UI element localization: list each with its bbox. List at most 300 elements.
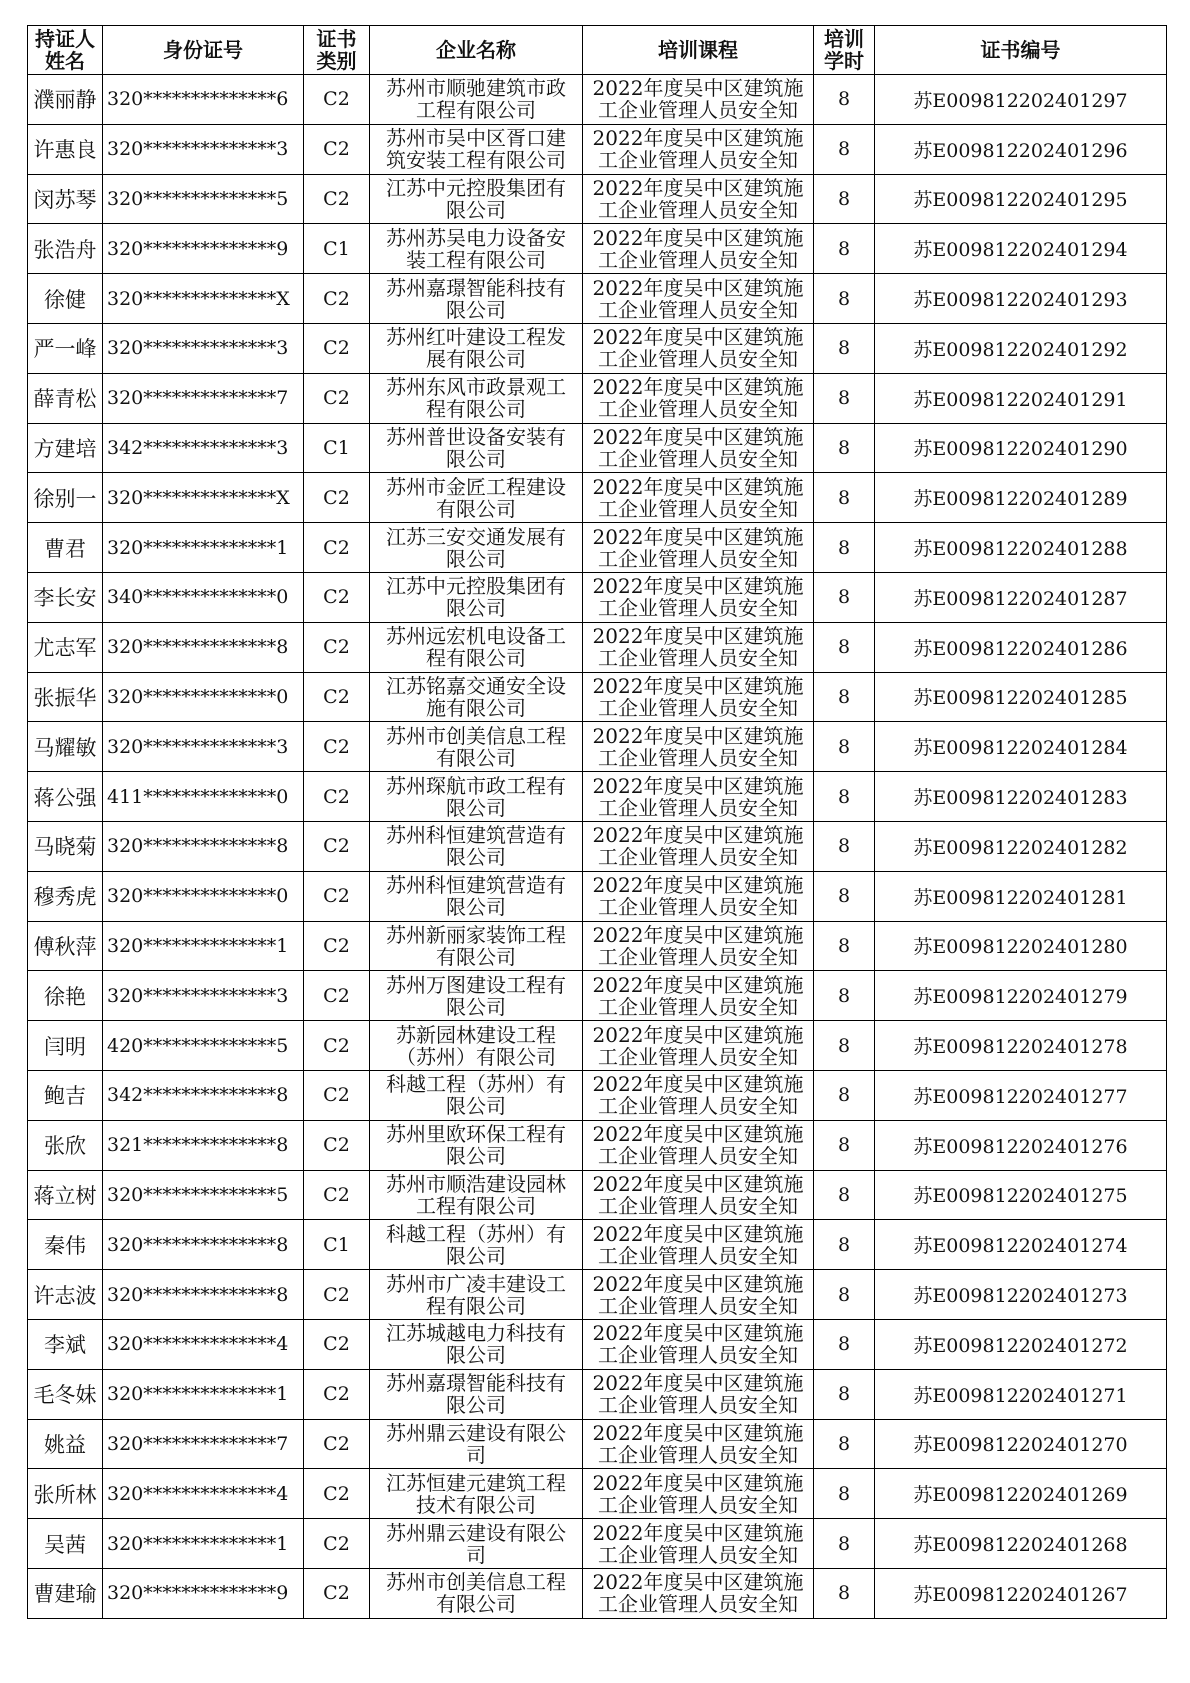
cert-number-cell: 苏E009812202401285 (875, 672, 1167, 722)
hours-cell: 8 (814, 1519, 875, 1569)
cert-type-cell: C2 (304, 523, 370, 573)
company-cell-line: 程有限公司 (426, 1294, 526, 1317)
cert-number-cell: 苏E009812202401271 (875, 1369, 1167, 1419)
holder-name-cell: 毛冬妹 (28, 1369, 103, 1419)
hours-cell: 8 (814, 722, 875, 772)
id-number-cell: 320**************1 (103, 1519, 304, 1569)
hours-cell: 8 (814, 871, 875, 921)
header-company (370, 26, 583, 75)
company-cell-line: 限公司 (446, 896, 506, 919)
hours-cell: 8 (814, 174, 875, 224)
table-row (28, 871, 1167, 921)
cert-number-cell: 苏E009812202401297 (875, 75, 1167, 125)
course-cell-line: 工企业管理人员安全知 (598, 497, 798, 520)
course-cell (583, 1270, 814, 1320)
company-cell (370, 274, 583, 324)
course-cell-line: 工企业管理人员安全知 (598, 1543, 798, 1566)
hours-cell: 8 (814, 1021, 875, 1071)
course-cell (583, 1369, 814, 1419)
header-cert-number (875, 26, 1167, 75)
course-cell (583, 1519, 814, 1569)
table-row (28, 1419, 1167, 1469)
course-cell-line: 2022年度吴中区建筑施 (592, 1073, 804, 1096)
table-row (28, 1170, 1167, 1220)
course-cell (583, 622, 814, 672)
cert-type-cell: C2 (304, 722, 370, 772)
course-cell-line: 2022年度吴中区建筑施 (592, 1521, 804, 1544)
holder-name-cell: 尤志军 (28, 622, 103, 672)
course-cell-line: 2022年度吴中区建筑施 (592, 1571, 804, 1594)
course-cell-line: 2022年度吴中区建筑施 (592, 176, 804, 199)
company-cell-line: 有限公司 (436, 1593, 516, 1616)
course-cell (583, 1220, 814, 1270)
course-cell (583, 772, 814, 822)
company-cell-line: 苏州万图建设工程有 (386, 973, 566, 996)
header-label: 培训 (824, 27, 864, 51)
course-cell-line: 工企业管理人员安全知 (598, 846, 798, 869)
cert-type-cell: C2 (304, 1270, 370, 1320)
company-cell (370, 124, 583, 174)
hours-cell: 8 (814, 75, 875, 125)
company-cell (370, 423, 583, 473)
course-cell (583, 722, 814, 772)
id-number-cell: 320**************8 (103, 622, 304, 672)
cert-type-cell: C2 (304, 373, 370, 423)
course-cell-line: 工企业管理人员安全知 (598, 99, 798, 122)
company-cell-line: 苏州鼎云建设有限公 (386, 1521, 566, 1544)
table-row (28, 1021, 1167, 1071)
cert-number-cell: 苏E009812202401283 (875, 772, 1167, 822)
header-label: 持证人 (35, 27, 95, 51)
company-cell (370, 622, 583, 672)
hours-cell: 8 (814, 1170, 875, 1220)
course-cell (583, 323, 814, 373)
course-cell-line: 工企业管理人员安全知 (598, 1493, 798, 1516)
course-cell-line: 工企业管理人员安全知 (598, 1244, 798, 1267)
id-number-cell: 320**************1 (103, 1369, 304, 1419)
course-cell-line: 2022年度吴中区建筑施 (592, 276, 804, 299)
hours-cell: 8 (814, 821, 875, 871)
holder-name-cell: 许志波 (28, 1270, 103, 1320)
cert-type-cell: C2 (304, 772, 370, 822)
company-cell (370, 672, 583, 722)
holder-name-cell: 许惠良 (28, 124, 103, 174)
hours-cell: 8 (814, 971, 875, 1021)
course-cell-line: 2022年度吴中区建筑施 (592, 326, 804, 349)
company-cell-line: 苏州市创美信息工程 (386, 1571, 566, 1594)
hours-cell: 8 (814, 124, 875, 174)
cert-type-cell: C2 (304, 124, 370, 174)
header-label: 姓名 (45, 49, 85, 73)
hours-cell: 8 (814, 373, 875, 423)
header-label: 学时 (824, 49, 864, 73)
hours-cell: 8 (814, 672, 875, 722)
company-cell-line: 苏州新丽家装饰工程 (386, 923, 566, 946)
id-number-cell: 320**************4 (103, 1469, 304, 1519)
course-cell-line: 工企业管理人员安全知 (598, 1194, 798, 1217)
course-cell (583, 274, 814, 324)
company-cell-line: 限公司 (446, 1145, 506, 1168)
company-cell (370, 1519, 583, 1569)
company-cell-line: 江苏中元控股集团有 (386, 575, 566, 598)
course-cell-line: 2022年度吴中区建筑施 (592, 77, 804, 100)
company-cell (370, 1568, 583, 1618)
table-row (28, 821, 1167, 871)
company-cell-line: 司 (466, 1543, 486, 1566)
holder-name-cell: 穆秀虎 (28, 871, 103, 921)
company-cell-line: 苏州苏吴电力设备安 (386, 226, 566, 249)
company-cell (370, 224, 583, 274)
cert-type-cell: C2 (304, 1568, 370, 1618)
id-number-cell: 320**************4 (103, 1319, 304, 1369)
holder-name-cell: 曹建瑜 (28, 1568, 103, 1618)
cert-number-cell: 苏E009812202401280 (875, 921, 1167, 971)
cert-number-cell: 苏E009812202401267 (875, 1568, 1167, 1618)
hours-cell: 8 (814, 1120, 875, 1170)
table-row (28, 971, 1167, 1021)
course-cell-line: 工企业管理人员安全知 (598, 447, 798, 470)
header-course (583, 26, 814, 75)
company-cell (370, 572, 583, 622)
id-number-cell: 411**************0 (103, 772, 304, 822)
holder-name-cell: 姚益 (28, 1419, 103, 1469)
holder-name-cell: 曹君 (28, 523, 103, 573)
hours-cell: 8 (814, 572, 875, 622)
table-row (28, 1070, 1167, 1120)
cert-number-cell: 苏E009812202401270 (875, 1419, 1167, 1469)
cert-type-cell: C2 (304, 1070, 370, 1120)
course-cell (583, 1469, 814, 1519)
company-cell (370, 1170, 583, 1220)
cert-type-cell: C2 (304, 1369, 370, 1419)
table-row (28, 1568, 1167, 1618)
cert-type-cell: C2 (304, 1170, 370, 1220)
cert-number-cell: 苏E009812202401273 (875, 1270, 1167, 1320)
holder-name-cell: 蒋公强 (28, 772, 103, 822)
company-cell (370, 1419, 583, 1469)
company-cell-line: 苏州市创美信息工程 (386, 724, 566, 747)
course-cell-line: 2022年度吴中区建筑施 (592, 1222, 804, 1245)
course-cell-line: 工企业管理人员安全知 (598, 1294, 798, 1317)
id-number-cell: 320**************6 (103, 75, 304, 125)
table-row (28, 1519, 1167, 1569)
cert-number-cell: 苏E009812202401295 (875, 174, 1167, 224)
company-cell (370, 473, 583, 523)
table-row (28, 523, 1167, 573)
course-cell (583, 1070, 814, 1120)
cert-number-cell: 苏E009812202401279 (875, 971, 1167, 1021)
id-number-cell: 320**************7 (103, 373, 304, 423)
course-cell (583, 224, 814, 274)
company-cell-line: 苏州嘉璟智能科技有 (386, 276, 566, 299)
course-cell-line: 工企业管理人员安全知 (598, 1145, 798, 1168)
course-cell (583, 871, 814, 921)
company-cell (370, 722, 583, 772)
company-cell (370, 821, 583, 871)
course-cell-line: 工企业管理人员安全知 (598, 1443, 798, 1466)
course-cell-line: 2022年度吴中区建筑施 (592, 973, 804, 996)
table-row (28, 323, 1167, 373)
company-cell-line: 苏新园林建设工程 (396, 1023, 556, 1046)
table-row (28, 274, 1167, 324)
holder-name-cell: 傅秋萍 (28, 921, 103, 971)
table-row (28, 572, 1167, 622)
company-cell-line: 有限公司 (436, 497, 516, 520)
company-cell-line: 苏州里欧环保工程有 (386, 1123, 566, 1146)
cert-number-cell: 苏E009812202401288 (875, 523, 1167, 573)
table-row (28, 75, 1167, 125)
table-row (28, 373, 1167, 423)
header-label: 类别 (316, 49, 357, 73)
company-cell (370, 971, 583, 1021)
cert-number-cell: 苏E009812202401268 (875, 1519, 1167, 1569)
company-cell-line: 苏州科恒建筑营造有 (386, 824, 566, 847)
cert-type-cell: C2 (304, 1519, 370, 1569)
course-cell-line: 2022年度吴中区建筑施 (592, 1421, 804, 1444)
company-cell-line: 程有限公司 (426, 647, 526, 670)
hours-cell: 8 (814, 1419, 875, 1469)
holder-name-cell: 吴茜 (28, 1519, 103, 1569)
hours-cell: 8 (814, 1469, 875, 1519)
course-cell-line: 工企业管理人员安全知 (598, 746, 798, 769)
cert-number-cell: 苏E009812202401284 (875, 722, 1167, 772)
course-cell-line: 2022年度吴中区建筑施 (592, 923, 804, 946)
course-cell (583, 1170, 814, 1220)
cert-type-cell: C2 (304, 473, 370, 523)
company-cell (370, 1469, 583, 1519)
course-cell-line: 工企业管理人员安全知 (598, 995, 798, 1018)
company-cell-line: 苏州市顺浩建设园林 (386, 1172, 566, 1195)
company-cell-line: 限公司 (446, 1394, 506, 1417)
course-cell-line: 2022年度吴中区建筑施 (592, 1471, 804, 1494)
id-number-cell: 320**************1 (103, 523, 304, 573)
company-cell-line: 苏州嘉璟智能科技有 (386, 1372, 566, 1395)
cert-number-cell: 苏E009812202401281 (875, 871, 1167, 921)
company-cell (370, 871, 583, 921)
id-number-cell: 320**************1 (103, 921, 304, 971)
company-cell (370, 323, 583, 373)
course-cell-line: 工企业管理人员安全知 (598, 896, 798, 919)
course-cell (583, 1419, 814, 1469)
header-label: 企业名称 (436, 38, 516, 62)
cert-number-cell: 苏E009812202401274 (875, 1220, 1167, 1270)
company-cell-line: 限公司 (446, 846, 506, 869)
course-cell (583, 1021, 814, 1071)
hours-cell: 8 (814, 1568, 875, 1618)
cert-type-cell: C2 (304, 821, 370, 871)
id-number-cell: 320**************9 (103, 224, 304, 274)
table-row (28, 622, 1167, 672)
company-cell-line: 苏州普世设备安装有 (386, 425, 566, 448)
hours-cell: 8 (814, 921, 875, 971)
course-cell-line: 工企业管理人员安全知 (598, 945, 798, 968)
cert-type-cell: C2 (304, 75, 370, 125)
id-number-cell: 342**************8 (103, 1070, 304, 1120)
id-number-cell: 321**************8 (103, 1120, 304, 1170)
company-cell-line: 有限公司 (436, 945, 516, 968)
header-label: 证书编号 (980, 38, 1061, 62)
hours-cell: 8 (814, 274, 875, 324)
course-cell-line: 工企业管理人员安全知 (598, 696, 798, 719)
course-cell-line: 2022年度吴中区建筑施 (592, 376, 804, 399)
id-number-cell: 320**************0 (103, 672, 304, 722)
company-cell-line: 苏州科恒建筑营造有 (386, 874, 566, 897)
cert-type-cell: C2 (304, 1469, 370, 1519)
header-label: 培训课程 (658, 38, 738, 62)
company-cell-line: 有限公司 (436, 746, 516, 769)
hours-cell: 8 (814, 1369, 875, 1419)
course-cell (583, 572, 814, 622)
course-cell-line: 2022年度吴中区建筑施 (592, 127, 804, 150)
course-cell-line: 2022年度吴中区建筑施 (592, 1372, 804, 1395)
company-cell-line: 苏州市吴中区胥口建 (386, 127, 566, 150)
table-row (28, 921, 1167, 971)
course-cell (583, 1319, 814, 1369)
hours-cell: 8 (814, 772, 875, 822)
course-cell-line: 2022年度吴中区建筑施 (592, 1023, 804, 1046)
company-cell-line: 技术有限公司 (416, 1493, 536, 1516)
course-cell-line: 2022年度吴中区建筑施 (592, 1322, 804, 1345)
course-cell-line: 工企业管理人员安全知 (598, 348, 798, 371)
table-row (28, 1270, 1167, 1320)
company-cell (370, 373, 583, 423)
company-cell-line: 限公司 (446, 447, 506, 470)
course-cell-line: 工企业管理人员安全知 (598, 796, 798, 819)
company-cell-line: 江苏三安交通发展有 (386, 525, 566, 548)
company-cell-line: 苏州琛航市政工程有 (386, 774, 566, 797)
table-row (28, 672, 1167, 722)
course-cell (583, 523, 814, 573)
holder-name-cell: 方建培 (28, 423, 103, 473)
course-cell-line: 2022年度吴中区建筑施 (592, 1123, 804, 1146)
table-row (28, 1319, 1167, 1369)
course-cell (583, 821, 814, 871)
course-cell-line: 2022年度吴中区建筑施 (592, 674, 804, 697)
table-row (28, 1220, 1167, 1270)
company-cell (370, 75, 583, 125)
cert-type-cell: C1 (304, 1220, 370, 1270)
course-cell-line: 工企业管理人员安全知 (598, 1394, 798, 1417)
course-cell (583, 971, 814, 1021)
cert-number-cell: 苏E009812202401292 (875, 323, 1167, 373)
cert-type-cell: C2 (304, 672, 370, 722)
company-cell (370, 1270, 583, 1320)
id-number-cell: 320**************X (103, 274, 304, 324)
cert-number-cell: 苏E009812202401289 (875, 473, 1167, 523)
cert-number-cell: 苏E009812202401276 (875, 1120, 1167, 1170)
cert-number-cell: 苏E009812202401293 (875, 274, 1167, 324)
holder-name-cell: 严一峰 (28, 323, 103, 373)
course-cell-line: 工企业管理人员安全知 (598, 1344, 798, 1367)
company-cell-line: 限公司 (446, 597, 506, 620)
company-cell-line: 江苏铭嘉交通安全设 (386, 674, 566, 697)
company-cell-line: 苏州东风市政景观工 (386, 376, 566, 399)
company-cell-line: 苏州远宏机电设备工 (386, 625, 566, 648)
company-cell (370, 1319, 583, 1369)
holder-name-cell: 濮丽静 (28, 75, 103, 125)
header-holder-name (28, 26, 103, 75)
cert-type-cell: C2 (304, 323, 370, 373)
holder-name-cell: 马耀敏 (28, 722, 103, 772)
course-cell (583, 473, 814, 523)
cert-number-cell: 苏E009812202401269 (875, 1469, 1167, 1519)
company-cell-line: 限公司 (446, 547, 506, 570)
table-row (28, 174, 1167, 224)
course-cell-line: 2022年度吴中区建筑施 (592, 1172, 804, 1195)
table-row (28, 124, 1167, 174)
course-cell (583, 124, 814, 174)
cert-type-cell: C2 (304, 921, 370, 971)
hours-cell: 8 (814, 473, 875, 523)
id-number-cell: 320**************8 (103, 821, 304, 871)
hours-cell: 8 (814, 622, 875, 672)
holder-name-cell: 薛青松 (28, 373, 103, 423)
company-cell (370, 1070, 583, 1120)
id-number-cell: 320**************3 (103, 971, 304, 1021)
holder-name-cell: 马晓菊 (28, 821, 103, 871)
course-cell-line: 2022年度吴中区建筑施 (592, 874, 804, 897)
hours-cell: 8 (814, 1270, 875, 1320)
cert-type-cell: C2 (304, 1021, 370, 1071)
company-cell-line: 司 (466, 1443, 486, 1466)
holder-name-cell: 秦伟 (28, 1220, 103, 1270)
course-cell-line: 2022年度吴中区建筑施 (592, 774, 804, 797)
cert-number-cell: 苏E009812202401282 (875, 821, 1167, 871)
holder-name-cell: 闵苏琴 (28, 174, 103, 224)
cert-type-cell: C1 (304, 224, 370, 274)
table-body (28, 75, 1167, 1619)
company-cell-line: 展有限公司 (426, 348, 526, 371)
course-cell-line: 2022年度吴中区建筑施 (592, 625, 804, 648)
cert-type-cell: C2 (304, 274, 370, 324)
id-number-cell: 320**************0 (103, 871, 304, 921)
hours-cell: 8 (814, 523, 875, 573)
course-cell (583, 174, 814, 224)
company-cell-line: 苏州红叶建设工程发 (386, 326, 566, 349)
hours-cell: 8 (814, 1220, 875, 1270)
hours-cell: 8 (814, 1319, 875, 1369)
course-cell-line: 2022年度吴中区建筑施 (592, 824, 804, 847)
company-cell-line: 限公司 (446, 1095, 506, 1118)
table-header (28, 26, 1167, 75)
holder-name-cell: 徐艳 (28, 971, 103, 1021)
certificate-roster-table (27, 25, 1167, 1619)
company-cell-line: 程有限公司 (426, 398, 526, 421)
cert-number-cell: 苏E009812202401277 (875, 1070, 1167, 1120)
cert-number-cell: 苏E009812202401275 (875, 1170, 1167, 1220)
holder-name-cell: 李斌 (28, 1319, 103, 1369)
company-cell-line: 工程有限公司 (416, 1194, 536, 1217)
company-cell (370, 1220, 583, 1270)
company-cell (370, 174, 583, 224)
company-cell-line: 限公司 (446, 198, 506, 221)
header-row (28, 26, 1167, 75)
hours-cell: 8 (814, 423, 875, 473)
company-cell-line: （苏州）有限公司 (396, 1045, 556, 1068)
table-row (28, 473, 1167, 523)
course-cell-line: 工企业管理人员安全知 (598, 647, 798, 670)
company-cell (370, 1120, 583, 1170)
holder-name-cell: 李长安 (28, 572, 103, 622)
course-cell-line: 工企业管理人员安全知 (598, 248, 798, 271)
course-cell-line: 2022年度吴中区建筑施 (592, 226, 804, 249)
cert-number-cell: 苏E009812202401291 (875, 373, 1167, 423)
company-cell-line: 江苏城越电力科技有 (386, 1322, 566, 1345)
id-number-cell: 320**************5 (103, 174, 304, 224)
company-cell-line: 科越工程（苏州）有 (386, 1073, 566, 1096)
cert-number-cell: 苏E009812202401287 (875, 572, 1167, 622)
company-cell-line: 工程有限公司 (416, 99, 536, 122)
